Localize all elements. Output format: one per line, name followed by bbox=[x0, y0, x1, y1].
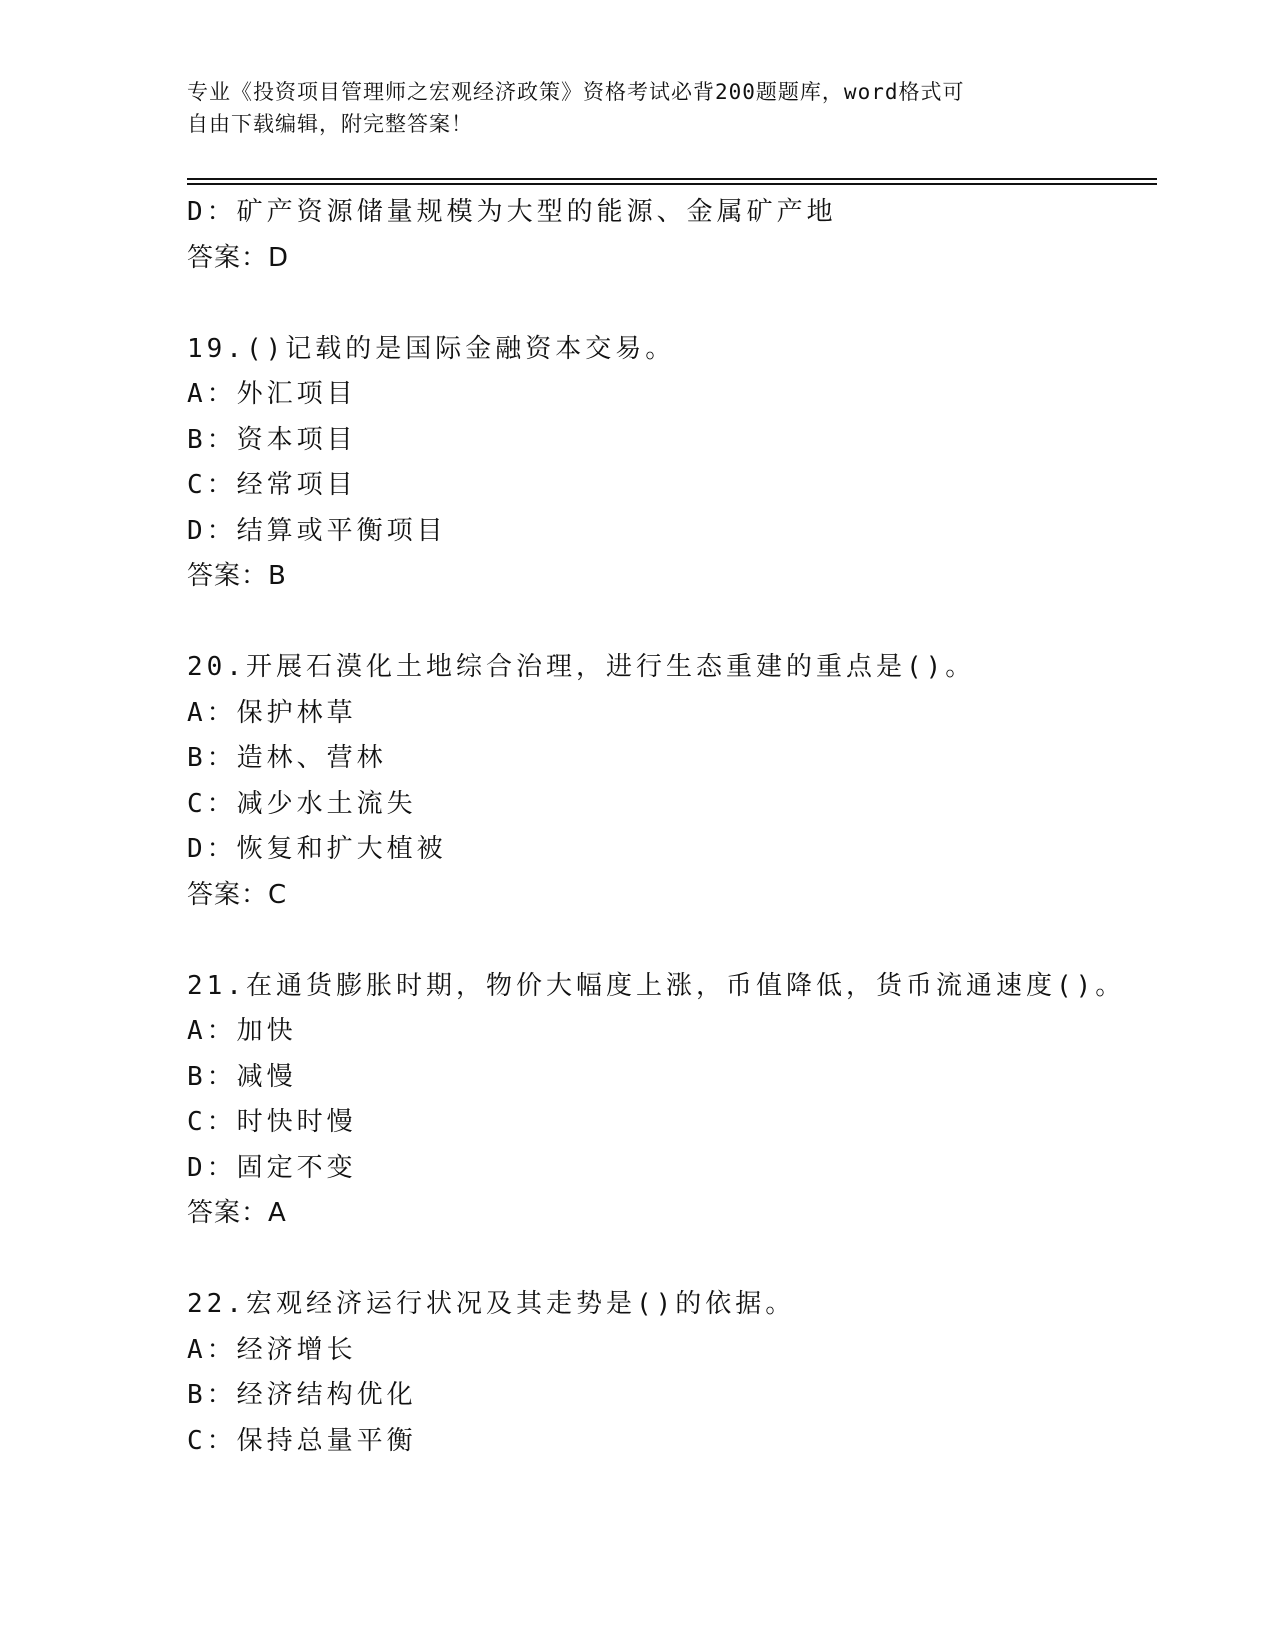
option-d: D：固定不变 bbox=[187, 1152, 357, 1183]
option-c: C：保持总量平衡 bbox=[187, 1425, 417, 1456]
spacer bbox=[187, 918, 1147, 964]
question-stem: 21.在通货膨胀时期，物价大幅度上涨，币值降低，货币流通速度()。 bbox=[187, 970, 1126, 1001]
option-a: A：经济增长 bbox=[187, 1334, 357, 1365]
option-a: A：外汇项目 bbox=[187, 379, 357, 409]
question-list bbox=[187, 190, 1147, 1464]
option-b: B：造林、营林 bbox=[187, 743, 387, 773]
answer: 答案：C bbox=[187, 879, 288, 910]
question-22 bbox=[187, 1282, 1147, 1464]
option-c: C：经常项目 bbox=[187, 470, 357, 500]
answer: 答案：B bbox=[187, 561, 287, 591]
option-b: B：资本项目 bbox=[187, 424, 357, 455]
option-d: D：结算或平衡项目 bbox=[187, 515, 447, 546]
header-line-2: 自由下载编辑，附完整答案！ bbox=[187, 112, 473, 136]
question-19 bbox=[187, 327, 1147, 600]
option-c: C：时快时慢 bbox=[187, 1107, 357, 1137]
option-c: C：减少水土流失 bbox=[187, 788, 417, 819]
document-header bbox=[187, 76, 1067, 140]
option-a: A：保护林草 bbox=[187, 697, 357, 728]
spacer bbox=[187, 281, 1147, 327]
spacer bbox=[187, 600, 1147, 646]
header-line-1: 专业《投资项目管理师之宏观经济政策》资格考试必背200题题库，word格式可 bbox=[187, 80, 965, 104]
continued-answer: 答案：D bbox=[187, 242, 290, 273]
spacer bbox=[187, 1237, 1147, 1283]
header-divider-top bbox=[187, 178, 1157, 180]
question-stem: 19.()记载的是国际金融资本交易。 bbox=[187, 333, 676, 364]
question-20 bbox=[187, 645, 1147, 918]
option-d: D：恢复和扩大植被 bbox=[187, 834, 447, 864]
question-stem: 22.宏观经济运行状况及其走势是()的依据。 bbox=[187, 1289, 796, 1319]
question-stem: 20.开展石漠化土地综合治理，进行生态重建的重点是()。 bbox=[187, 652, 976, 682]
option-a: A：加快 bbox=[187, 1016, 297, 1046]
continued-option-d: D：矿产资源储量规模为大型的能源、金属矿产地 bbox=[187, 197, 837, 227]
answer: 答案：A bbox=[187, 1198, 287, 1228]
option-b: B：经济结构优化 bbox=[187, 1380, 417, 1410]
option-b: B：减慢 bbox=[187, 1061, 297, 1092]
question-21 bbox=[187, 964, 1147, 1237]
header-divider-bottom bbox=[187, 183, 1157, 185]
